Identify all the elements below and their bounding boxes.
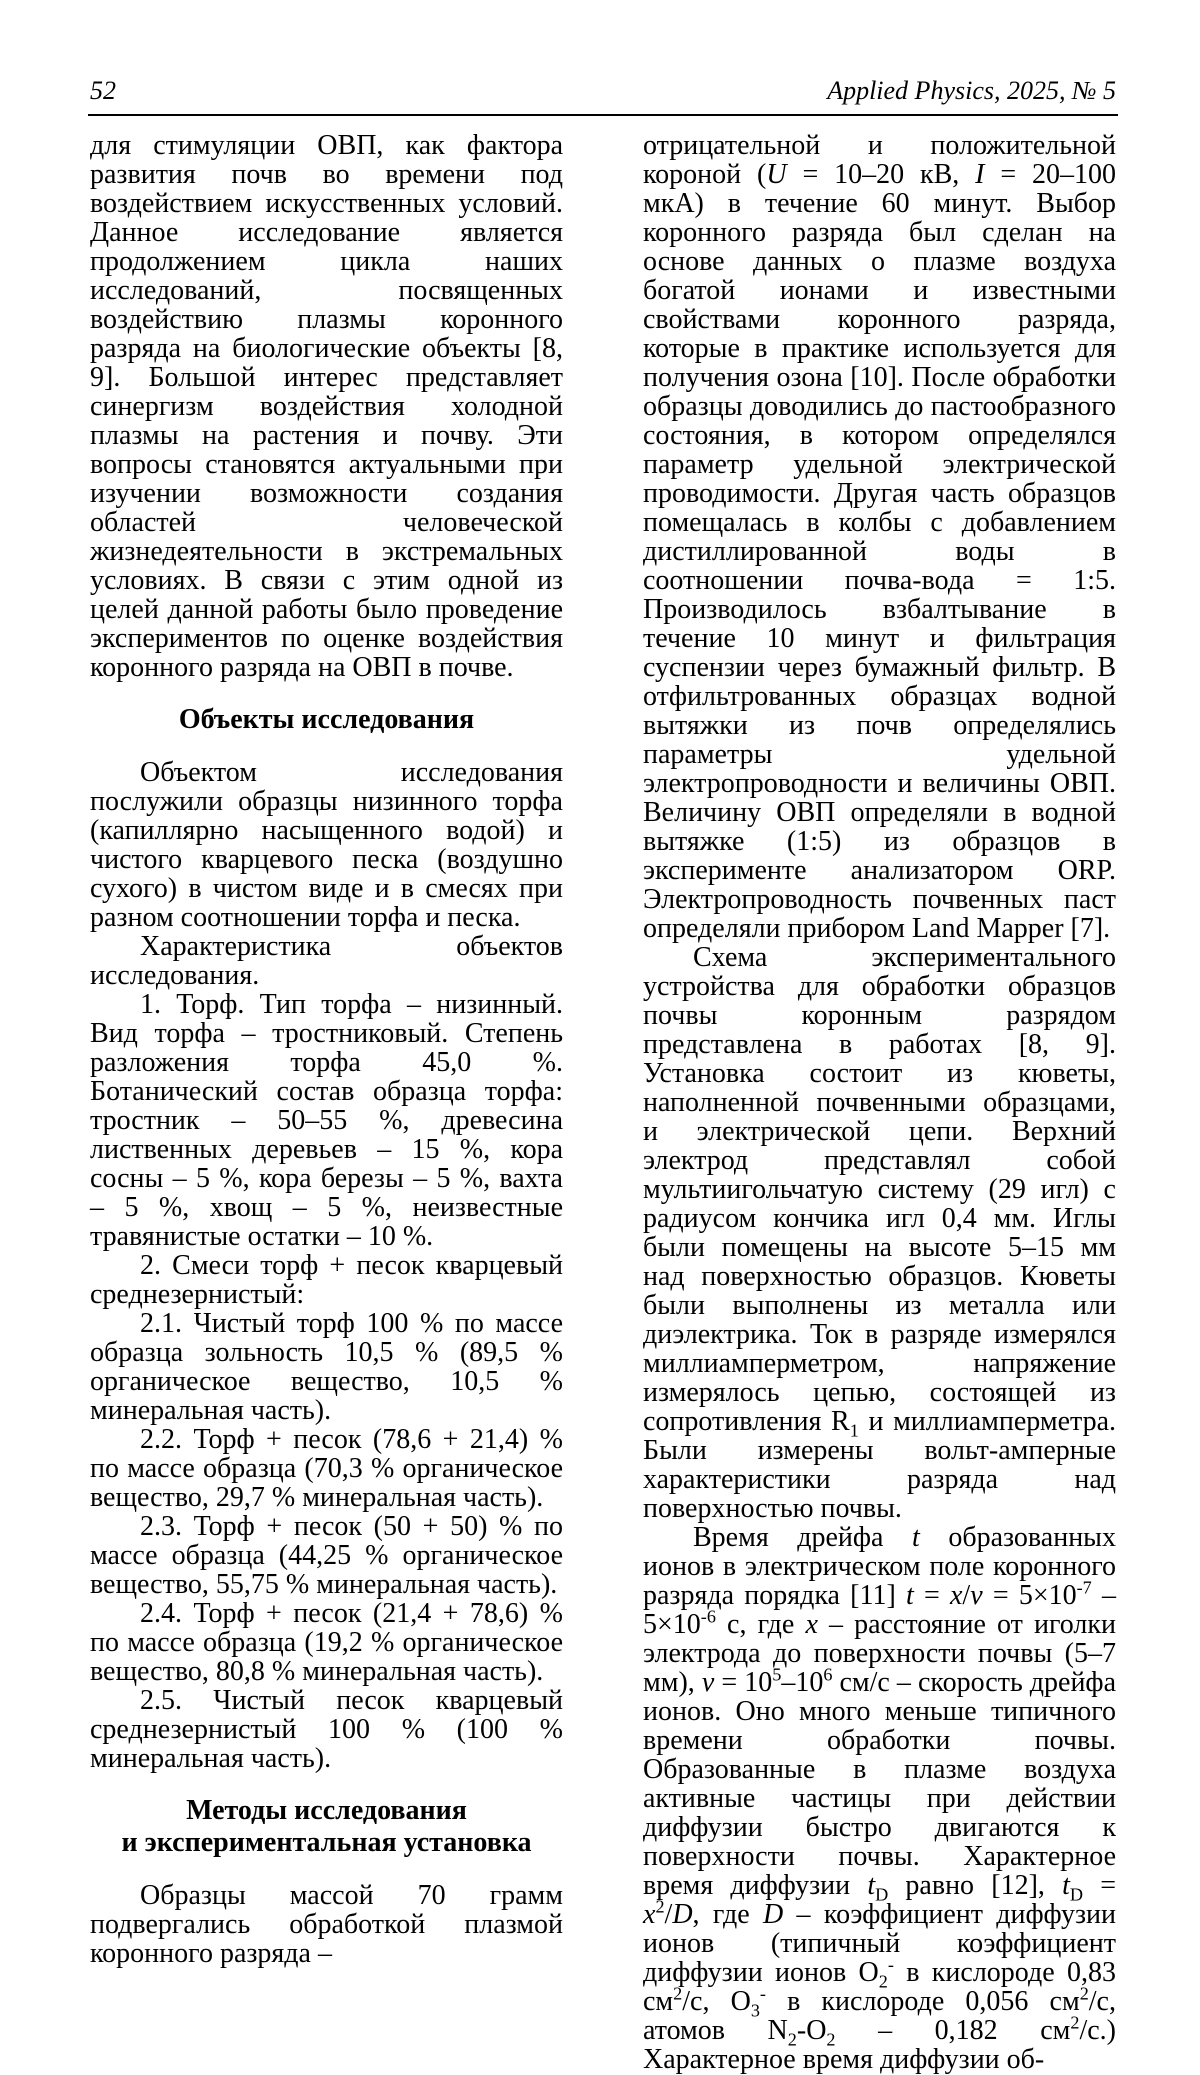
body-paragraph: Схема экспериментального устройства для обработки образцов почвы коронным разрядом представлена в работах [8, 9]. Установка состоит из кюветы, наполненной почвенными образцами, и электрической цепи. Верхний электрод представлял собой мультиигольчатую систему (29 игл) с радиусом кончика игл 0,4 мм. Иглы были помещены на высоте 5–15 мм над поверхностью образцов. Кюветы были выполнены из металла или диэлектрика. Ток в разряде измерялся миллиамперметром, напряжение измерялось цепью, состоящей из сопротивления $R_1$ и миллиамперметра. Были измерены вольт-амперные характеристики разряда над поверхностью почвы. bbox=[643, 942, 1117, 1524]
body-paragraph: 2.3. Торф + песок (50 + 50) % по массе образца (44,25 % органическое вещество, 55,75 % минеральная часть). bbox=[90, 1511, 563, 1600]
page-header bbox=[90, 76, 1116, 106]
body-paragraph: 2.5. Чистый песок кварцевый среднезернистый 100 % (100 % минеральная часть). bbox=[90, 1685, 563, 1774]
section-heading: Методы исследования и экспериментальная установка bbox=[121, 1795, 532, 1858]
section-heading: Объекты исследования bbox=[178, 704, 475, 735]
header-rule bbox=[88, 114, 1118, 116]
body-paragraph: отрицательной и положительной короной (U = 10–20 кВ, I = 20–100 мкА) в течение 60 минут. Выбор коронного разряда был сделан на основе данных о плазме воздуха богатой ионами и известными свойствами коронного разряда, которые в практике используется для получения озона [10]. После обработки образцы доводились до пастообразного состояния, в котором определялся параметр удельной электрической проводимости. Другая часть образцов помещалась в колбы с добавлением дистиллированной воды в соотношении почва-вода = 1:5. Производилось взбалтывание в течение 10 минут и фильтрация суспензии через бумажный фильтр. В отфильтрованных образцах водной вытяжки из почв определялись параметры удельной электропроводности и величины ОВП. Величину ОВП определяли в водной вытяжке (1:5) из образцов в эксперименте анализатором ORP. Электропроводность почвенных паст определяли прибором Land Mapper [7]. bbox=[643, 130, 1116, 944]
body-paragraph: 2.2. Торф + песок (78,6 + 21,4) % по массе образца (70,3 % органическое вещество, 29,7 % минеральная часть). bbox=[90, 1424, 563, 1513]
right-column bbox=[643, 131, 1116, 2074]
page-number: 52 bbox=[90, 76, 116, 105]
body-paragraph: Время дрейфа t образованных ионов в электрическом поле коронного разряда порядка [11] $t = x/v = 5\times 10^{-7} - 5\times 10^{-6}$ с, где x – расстояние от иголки электрода до поверхности почвы (5–7 мм), $v = 10^5-10^6$ см/с – скорость дрейфа ионов. Оно много меньше типичного времени обработки почвы. Образованные в плазме воздуха активные частицы при действии диффузии быстро двигаются к поверхности почвы. Характерное время диффузии $t_D$ равно [12], $t_D = x^2/D$, где D – коэффициент диффузии ионов (типичный коэффициент диффузии ионов $O_2^-$ в кислороде 0,83 $см^2/с$, $O_3^-$ в кислороде 0,056 $см^2/с$, атомов $N_2-O_2 - 0,182$ $см^2/с$.) Характерное время диффузии об- bbox=[643, 1522, 1117, 2075]
page-body bbox=[90, 131, 1116, 2074]
body-paragraph: 2.4. Торф + песок (21,4 + 78,6) % по массе образца (19,2 % органическое вещество, 80,8 % минеральная часть). bbox=[90, 1598, 563, 1687]
body-paragraph: 2.1. Чистый торф 100 % по массе образца зольность 10,5 % (89,5 % органическое вещество, 10,5 % минеральная часть). bbox=[90, 1308, 563, 1426]
body-paragraph: 2. Смеси торф + песок кварцевый среднезернистый: bbox=[90, 1250, 563, 1310]
body-paragraph: для стимуляции ОВП, как фактора развития почв во времени под воздействием искусственных условий. Данное исследование является продолжением цикла наших исследований, посвященных воздействию плазмы коронного разряда на биологические объекты [8, 9]. Большой интерес представляет синергизм воздействия холодной плазмы на растения и почву. Эти вопросы становятся актуальными при изучении возможности создания областей человеческой жизнедеятельности в экстремальных условиях. В связи с этим одной из целей данной работы было проведение экспериментов по оценке воздействия коронного разряда на ОВП в почве. bbox=[90, 130, 563, 683]
body-paragraph: Объектом исследования послужили образцы низинного торфа (капиллярно насыщенного водой) и чистого кварцевого песка (воздушно сухого) в чистом виде и в смесях при разном соотношении торфа и песка. bbox=[90, 757, 563, 933]
body-paragraph: Образцы массой 70 грамм подвергались обработкой плазмой коронного разряда – bbox=[90, 1880, 563, 1969]
left-column bbox=[90, 131, 563, 2074]
journal-reference: Applied Physics, 2025, № 5 bbox=[827, 76, 1116, 105]
body-paragraph: 1. Торф. Тип торфа – низинный. Вид торфа – тростниковый. Степень разложения торфа 45,0 %. Ботанический состав образца торфа: тростник – 50–55 %, древесина лиственных деревьев – 15 %, кора сосны – 5 %, кора березы – 5 %, вахта – 5 %, хвощ – 5 %, неизвестные травянистые остатки – 10 %. bbox=[90, 989, 563, 1252]
body-paragraph: Характеристика объектов исследования. bbox=[90, 931, 563, 991]
